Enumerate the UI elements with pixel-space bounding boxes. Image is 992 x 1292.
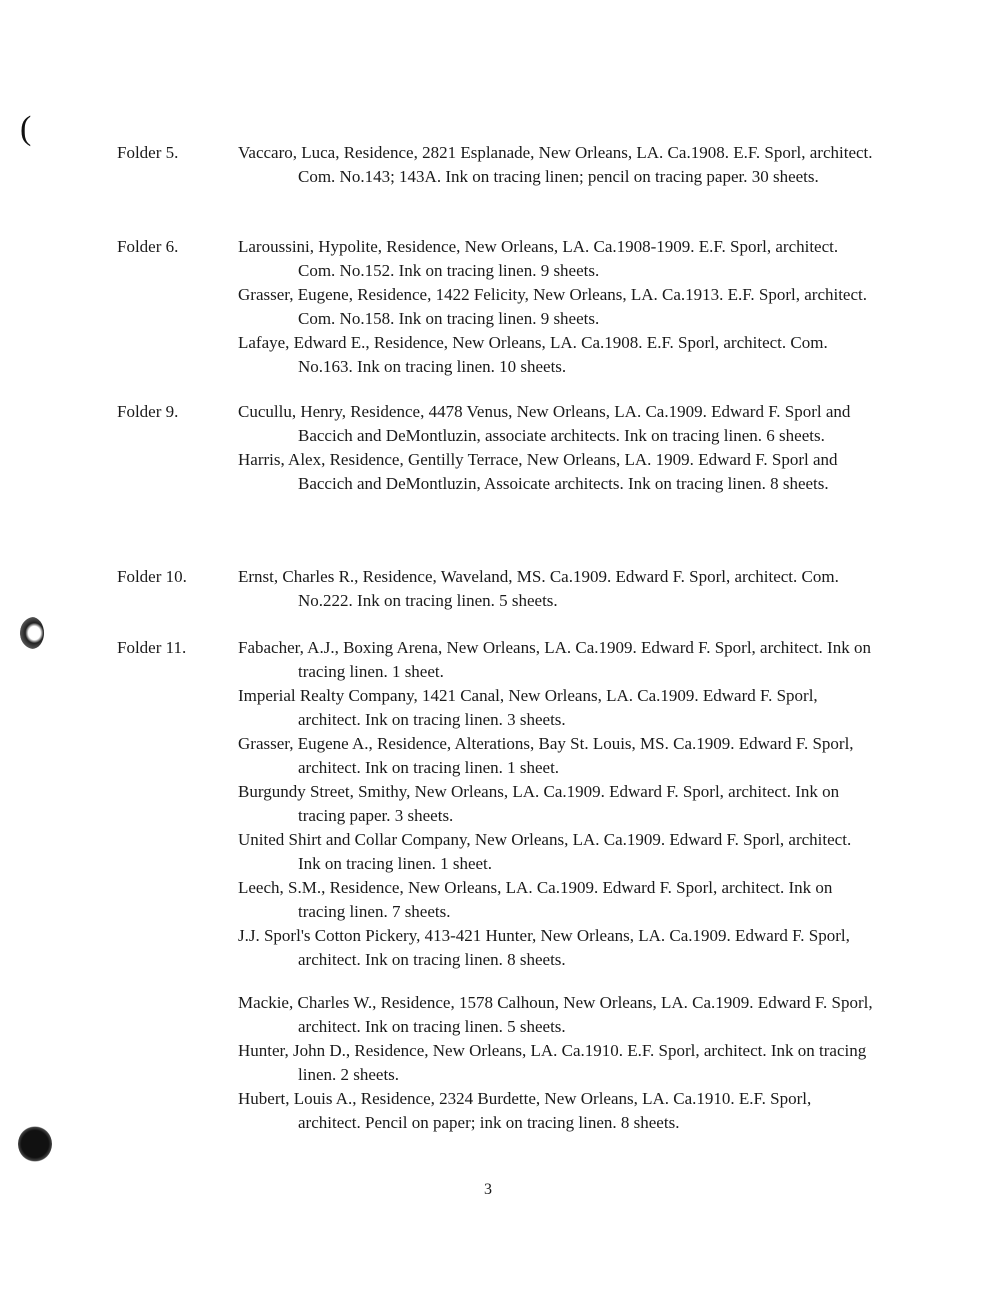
punch-hole [20,617,44,649]
page-number: 3 [484,1181,492,1198]
catalog-entry: Imperial Realty Company, 1421 Canal, New Orleans, LA. Ca.1909. Edward F. Sporl, architect. Ink on tracing linen. 3 sheets. [238,686,818,729]
catalog-entry: Cucullu, Henry, Residence, 4478 Venus, New Orleans, LA. Ca.1909. Edward F. Sporl and Baccich and DeMontluzin, associate architects. Ink on tracing linen. 6 sheets. [238,402,851,445]
catalog-entry: Harris, Alex, Residence, Gentilly Terrace, New Orleans, LA. 1909. Edward F. Sporl and Baccich and DeMontluzin, Assoicate architects. Ink on tracing linen. 8 sheets. [238,450,838,493]
catalog-entry: Hunter, John D., Residence, New Orleans, LA. Ca.1910. E.F. Sporl, architect. Ink on tracing linen. 2 sheets. [238,1041,867,1084]
folder-label: Folder 5. [117,143,179,162]
folder-entries [238,141,878,189]
folder-entries [238,565,878,613]
catalog-entry: Lafaye, Edward E., Residence, New Orleans, LA. Ca.1908. E.F. Sporl, architect. Com. No.163. Ink on tracing linen. 10 sheets. [238,333,828,376]
folder-label: Folder 9. [117,402,179,421]
folder-entries [238,400,878,496]
folder-label: Folder 6. [117,237,179,256]
folder-entries [238,235,878,379]
catalog-entry: Mackie, Charles W., Residence, 1578 Calhoun, New Orleans, LA. Ca.1909. Edward F. Sporl, architect. Ink on tracing linen. 5 sheets. [238,993,873,1036]
catalog-entry: J.J. Sporl's Cotton Pickery, 413-421 Hunter, New Orleans, LA. Ca.1909. Edward F. Sporl, architect. Ink on tracing linen. 8 sheets. [238,926,850,969]
catalog-entry: United Shirt and Collar Company, New Orleans, LA. Ca.1909. Edward F. Sporl, architect. Ink on tracing linen. 1 sheet. [238,830,852,873]
scan-mark: ( [20,110,32,147]
folder-entries [238,636,878,972]
catalog-entry: Leech, S.M., Residence, New Orleans, LA. Ca.1909. Edward F. Sporl, architect. Ink on tracing linen. 7 sheets. [238,878,833,921]
catalog-entry: Laroussini, Hypolite, Residence, New Orleans, LA. Ca.1908-1909. E.F. Sporl, architect. Com. No.152. Ink on tracing linen. 9 sheets. [238,237,839,280]
catalog-entry: Grasser, Eugene, Residence, 1422 Felicity, New Orleans, LA. Ca.1913. E.F. Sporl, architect. Com. No.158. Ink on tracing linen. 9 sheets. [238,285,867,328]
catalog-entry: Ernst, Charles R., Residence, Waveland, MS. Ca.1909. Edward F. Sporl, architect. Com. No.222. Ink on tracing linen. 5 sheets. [238,567,839,610]
catalog-entry: Fabacher, A.J., Boxing Arena, New Orleans, LA. Ca.1909. Edward F. Sporl, architect. Ink on tracing linen. 1 sheet. [238,638,871,681]
folder-entries [238,991,878,1135]
catalog-entry: Burgundy Street, Smithy, New Orleans, LA. Ca.1909. Edward F. Sporl, architect. Ink on tracing paper. 3 sheets. [238,782,840,825]
catalog-entry: Grasser, Eugene A., Residence, Alterations, Bay St. Louis, MS. Ca.1909. Edward F. Sporl, architect. Ink on tracing linen. 1 sheet. [238,734,854,777]
catalog-entry: Hubert, Louis A., Residence, 2324 Burdette, New Orleans, LA. Ca.1910. E.F. Sporl, architect. Pencil on paper; ink on tracing linen. 8 sheets. [238,1089,812,1132]
folder-label: Folder 10. [117,567,187,586]
folder-label: Folder 11. [117,638,187,657]
catalog-entry: Vaccaro, Luca, Residence, 2821 Esplanade, New Orleans, LA. Ca.1908. E.F. Sporl, architect. Com. No.143; 143A. Ink on tracing linen; pencil on tracing paper. 30 sheets. [238,143,873,186]
punch-hole [18,1126,52,1162]
